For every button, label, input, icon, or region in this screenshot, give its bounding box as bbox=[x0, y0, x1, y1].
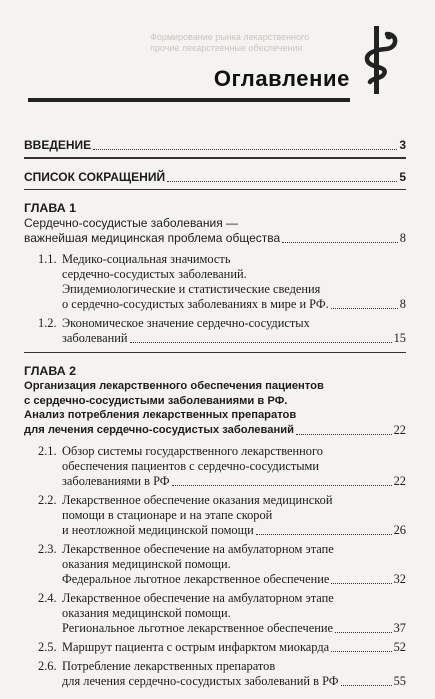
dot-leader bbox=[172, 485, 392, 486]
subsection-title-line: Лекарственное обеспечение на амбулаторном этапе bbox=[62, 590, 334, 605]
section-divider bbox=[24, 189, 406, 191]
subsection-title-line: Федеральное льготное лекарственное обеспечение bbox=[62, 571, 330, 586]
toc-entry-label: СПИСОК СОКРАЩЕНИЙ bbox=[24, 169, 166, 184]
chapter-title-line: важнейшая медицинская проблема общества bbox=[24, 231, 281, 245]
toc-entry-introduction[interactable] bbox=[24, 138, 406, 153]
toc-entry-2-6[interactable] bbox=[38, 659, 406, 689]
subsection-title-line: заболеваниями в РФ bbox=[62, 473, 170, 488]
dot-leader bbox=[282, 242, 398, 243]
bleed-through-line: прочие лекарственные обеспечения bbox=[150, 43, 303, 53]
toc-page-number: 5 bbox=[399, 169, 406, 184]
subsection-title-line: помощи в стационаре и на этапе скорой bbox=[62, 507, 273, 522]
dot-leader bbox=[335, 632, 392, 633]
subsection-number: 2.1. bbox=[38, 443, 57, 458]
dot-leader bbox=[341, 685, 392, 686]
subsection-title-line: Потребление лекарственных препаратов bbox=[62, 658, 276, 673]
toc-entry-2-1[interactable] bbox=[38, 444, 406, 489]
toc-page-number: 37 bbox=[393, 620, 406, 635]
subsection-title-line: оказания медицинской помощи. bbox=[62, 605, 231, 620]
chapter-label: ГЛАВА 1 bbox=[24, 201, 76, 215]
subsection-number: 1.2. bbox=[38, 315, 57, 330]
toc-entry-2-3[interactable] bbox=[38, 542, 406, 587]
page-header bbox=[28, 58, 350, 102]
toc-page-number: 55 bbox=[393, 673, 406, 688]
chapter-title-line: с сердечно-сосудистыми заболеваниями в РФ. bbox=[24, 394, 288, 407]
dot-leader bbox=[93, 149, 397, 150]
subsection-title-line: о сердечно-сосудистых заболеваниях в мире и РФ. bbox=[62, 296, 329, 311]
subsection-number: 2.4. bbox=[38, 590, 57, 605]
toc-page-number: 52 bbox=[393, 639, 406, 654]
subsection-title-line: Маршрут пациента с острым инфарктом миокарда bbox=[62, 639, 330, 654]
dot-leader bbox=[331, 583, 391, 584]
chapter-title-line: Анализ потребления лекарственных препаратов bbox=[24, 409, 297, 422]
toc-entry-abbreviations[interactable] bbox=[24, 170, 406, 185]
subsection-number: 1.1. bbox=[38, 251, 57, 266]
toc-entry-1-2[interactable] bbox=[38, 316, 406, 346]
subsection-title-line: для лечения сердечно-сосудистых заболеваний в РФ bbox=[62, 673, 339, 688]
subsection-title-line: сердечно-сосудистых заболеваний. bbox=[62, 266, 247, 281]
chapter-2 bbox=[24, 364, 406, 689]
subsection-number: 2.2. bbox=[38, 492, 57, 507]
subsection-title-line: Лекарственное обеспечение на амбулаторном этапе bbox=[62, 541, 334, 556]
toc-page-number: 26 bbox=[393, 522, 406, 537]
chapter-title-line: Сердечно-сосудистые заболевания — bbox=[24, 216, 239, 230]
subsection-title-line: обеспечения пациентов с сердечно-сосудистыми bbox=[62, 458, 320, 473]
toc-page-number: 3 bbox=[399, 138, 406, 152]
toc-entry-chapter-1[interactable] bbox=[24, 231, 406, 246]
subsection-title-line: Лекарственное обеспечение оказания медицинской bbox=[62, 492, 333, 507]
toc-entry-2-4[interactable] bbox=[38, 591, 406, 636]
subsection-number: 2.6. bbox=[38, 658, 57, 673]
dot-leader bbox=[256, 534, 392, 535]
subsection-title-line: Эпидемиологические и статистические сведения bbox=[62, 281, 321, 296]
dot-leader bbox=[130, 342, 392, 343]
toc-entry-2-2[interactable] bbox=[38, 493, 406, 538]
subsection-number: 2.3. bbox=[38, 541, 57, 556]
bleed-through-line: Формирование рынка лекарственного bbox=[150, 32, 310, 42]
subsection-title-line: и неотложной медицинской помощи bbox=[62, 522, 254, 537]
dot-leader bbox=[167, 181, 397, 182]
chapter-1 bbox=[24, 201, 406, 346]
chapter-label: ГЛАВА 2 bbox=[24, 364, 76, 379]
chapter-title-line: Организация лекарственного обеспечения пациентов bbox=[24, 380, 324, 393]
subsection-title-line: Региональное льготное лекарственное обеспечение bbox=[62, 620, 333, 635]
toc-entry-label: ВВЕДЕНИЕ bbox=[24, 138, 92, 152]
subsection-title-line: оказания медицинской помощи. bbox=[62, 556, 231, 571]
page-title: Оглавление bbox=[213, 66, 350, 91]
toc-entry-2-5[interactable] bbox=[38, 640, 406, 655]
staff-of-asclepius-icon bbox=[354, 24, 402, 96]
header-rule bbox=[28, 98, 350, 102]
table-of-contents bbox=[24, 138, 406, 689]
toc-page-number: 22 bbox=[393, 473, 406, 488]
toc-page-number: 8 bbox=[399, 296, 406, 311]
subsection-title-line: Экономическое значение сердечно-сосудистых bbox=[62, 315, 310, 330]
chapter-title-line: для лечения сердечно-сосудистых заболеваний bbox=[24, 424, 294, 437]
dot-leader bbox=[331, 651, 391, 652]
section-divider bbox=[24, 352, 406, 354]
subsection-title-line: заболеваний bbox=[62, 330, 128, 345]
dot-leader bbox=[331, 308, 398, 309]
toc-entry-1-1[interactable] bbox=[38, 252, 406, 312]
toc-page-number: 32 bbox=[393, 571, 406, 586]
toc-entry-chapter-2[interactable] bbox=[24, 423, 406, 438]
section-divider bbox=[24, 157, 406, 159]
toc-page-number: 15 bbox=[393, 330, 406, 345]
subsection-title-line: Медико-социальная значимость bbox=[62, 251, 231, 266]
toc-page-number: 22 bbox=[393, 422, 406, 437]
dot-leader bbox=[296, 434, 392, 435]
subsection-title-line: Обзор системы государственного лекарственного bbox=[62, 443, 323, 458]
toc-page-number: 8 bbox=[399, 230, 406, 245]
subsection-number: 2.5. bbox=[38, 639, 57, 654]
